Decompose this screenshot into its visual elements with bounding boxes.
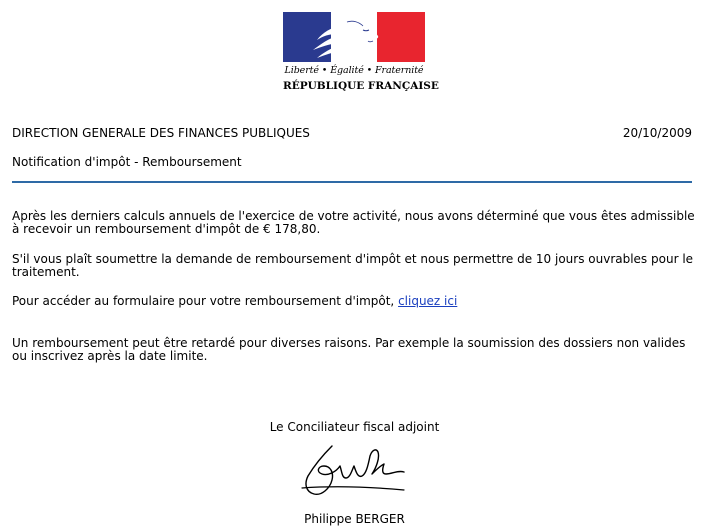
marianne-logo-icon — [283, 12, 425, 62]
header-divider — [12, 181, 692, 183]
body-paragraph-submit-request: S'il vous plaît soumettre la demande de remboursement d'impôt et nous permettre de 10 jours ouvrables pour le traitement. — [12, 252, 694, 279]
notification-subject: Notification d'impôt - Remboursement — [12, 155, 242, 169]
notification-date: 20/10/2009 — [622, 126, 692, 140]
signatory-name: Philippe BERGER — [304, 512, 405, 526]
click-here-link[interactable]: cliquez ici — [398, 294, 458, 308]
handwritten-signature-icon — [300, 442, 410, 504]
form-access-text: Pour accéder au formulaire pour votre remboursement d'impôt, — [12, 294, 399, 308]
logo-motto: Liberté • Égalité • Fraternité — [284, 65, 424, 76]
body-paragraph-form-access — [12, 295, 702, 308]
body-paragraph-refund-amount: Après les derniers calculs annuels de l'exercice de votre activité, nous avons déterminé que vous êtes admissible à recevoir un remboursement d'impôt de € 178,80. — [12, 209, 695, 236]
organization-name: DIRECTION GENERALE DES FINANCES PUBLIQUES — [12, 126, 310, 140]
republique-francaise-logo — [283, 12, 439, 98]
signatory-title: Le Conciliateur fiscal adjoint — [269, 420, 440, 434]
logo-republic-name: RÉPUBLIQUE FRANÇAISE — [283, 80, 439, 92]
body-paragraph-delay-notice: Un remboursement peut être retardé pour diverses raisons. Par exemple la soumission des dossiers non valides ou inscrivez après la date limite. — [12, 336, 686, 363]
